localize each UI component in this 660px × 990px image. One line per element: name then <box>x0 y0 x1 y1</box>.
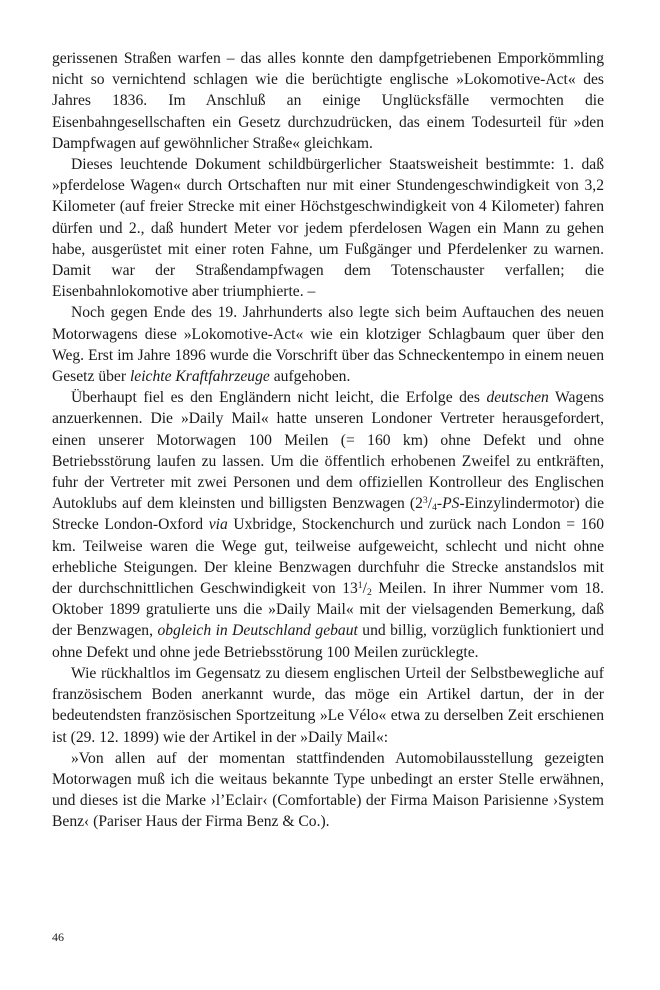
text-run: und billig, vorzüglich funktioniert und ohne Defekt und ohne jede Betriebsstörung 100 Meilen zurücklegte. <box>52 622 604 661</box>
text-run: »Von allen auf der momentan stattfindenden Automobilausstellung gezeigten Motorwagen muß ich die weitaus bekannte Type unbedingt an erster Stelle erwähnen, und dieses ist die Marke ›l’Eclair‹ (Comfortable) der Firma Maison Parisienne ›System Benz‹ (Pariser Haus der Firma Benz & Co.). <box>52 749 604 831</box>
text-run: Wie rückhaltlos im Gegensatz zu diesem englischen Urteil der Selbstbewegliche auf französischem Boden anerkannt wurde, das möge ein Artikel dartun, der in der bedeutendsten französischen Sportzeitung »Le Vélo« etwa zu derselben Zeit erschienen ist (29. 12. 1899) wie der Artikel in der »Daily Mail«: <box>52 664 604 746</box>
emphasis-text: obgleich in Deutschland gebaut <box>157 622 358 640</box>
text-run: -Einzylindermotor) die Strecke London-Oxford <box>52 495 604 534</box>
emphasis-text: leichte Kraftfahrzeuge <box>129 368 270 386</box>
fraction-numerator: 1 <box>357 580 363 592</box>
text-run: - <box>436 495 443 513</box>
text-run: Dieses leuchtende Dokument schildbürgerlicher Staatsweisheit bestimmte: 1. daß »pferdelose Wagen« durch Ortschaften nur mit einer Stundengeschwindigkeit von 3,2 Kilometer (auf freier Strecke mit einer Höchstgeschwindigkeit von 4 Kilometer) fahren dürfen und 2., daß hundert Meter vor jedem pferdelosen Wagen ein Mann zu gehen habe, ausgerüstet mit einer roten Fahne, um Fußgänger und Pferdelenker zu warnen. Damit war der Straßendampfwagen dem Totenschauster verfallen; die Eisenbahnlokomotive aber triumphierte. – <box>52 156 604 301</box>
fraction-denominator: 4 <box>432 502 437 514</box>
fraction-slash: / <box>427 495 433 513</box>
paragraph <box>52 48 604 154</box>
text-run: Überhaupt fiel es den Engländern nicht leicht, die Erfolge des <box>71 389 487 407</box>
text-run: Noch gegen Ende des 19. Jahrhunderts also legte sich beim Auftauchen des neuen Motorwagens diese »Lokomotive-Act« wie ein klotziger Schlagbaum quer über den Weg. Erst im Jahre 1896 wurde die Vorschrift über das Schneckentempo in einem neuen Gesetz über <box>52 304 604 386</box>
paragraph <box>52 748 604 833</box>
text-run: aufgehoben. <box>269 368 351 386</box>
page-body <box>52 48 604 833</box>
text-run: Meilen. In ihrer Nummer vom 18. Oktober 1899 gratulierte uns die »Daily Mail« mit der vielsagenden Bemerkung, daß der Benzwagen, <box>52 580 604 640</box>
text-run: gerissenen Straßen warfen – das alles konnte den dampfgetriebenen Emporkömmling nicht so vernichtend schlagen wie die berüchtigte englische »Lokomotive-Act« des Jahres 1836. Im Anschluß an einige Unglücksfälle vermochten die Eisenbahngesellschaften ein Gesetz durchzudrücken, das einem Todesurteil für »den Dampfwagen auf gewöhnlicher Straße« gleichkam. <box>52 50 604 152</box>
text-run: Wagens anzuerkennen. Die »Daily Mail« hatte unseren Londoner Vertreter herausgefordert, einen unserer Motorwagen 100 Meilen (= 160 km) ohne Defekt und ohne Betriebsstörung laufen zu lassen. Um die öffentlich erhobenen Zweifel zu entkräften, fuhr der Vertreter mit zwei Personen und dem offiziellen Kontrolleur des Englischen Autoklubs auf dem kleinsten und billigsten Benzwagen (2 <box>52 389 605 513</box>
page-number: 46 <box>52 930 64 944</box>
paragraph <box>52 154 604 302</box>
emphasis-text: PS <box>442 495 460 513</box>
emphasis-text: deutschen <box>486 389 549 407</box>
text-run: Uxbridge, Stockenchurch und zurück nach London = 160 km. Teilweise waren die Wege gut, teilweise aufgeweicht, schlecht und nicht ohne erhebliche Steigungen. Der kleine Benzwagen durchfuhr die Strecke anstandslos mit der durchschnittlichen Geschwindigkeit von 13 <box>52 516 605 598</box>
paragraph <box>52 302 604 387</box>
fraction-denominator: 2 <box>366 587 372 599</box>
paragraph <box>52 387 604 663</box>
emphasis-text: via <box>208 516 228 534</box>
fraction-slash: / <box>362 580 367 598</box>
fraction-numerator: 3 <box>422 495 428 507</box>
paragraph <box>52 663 604 748</box>
